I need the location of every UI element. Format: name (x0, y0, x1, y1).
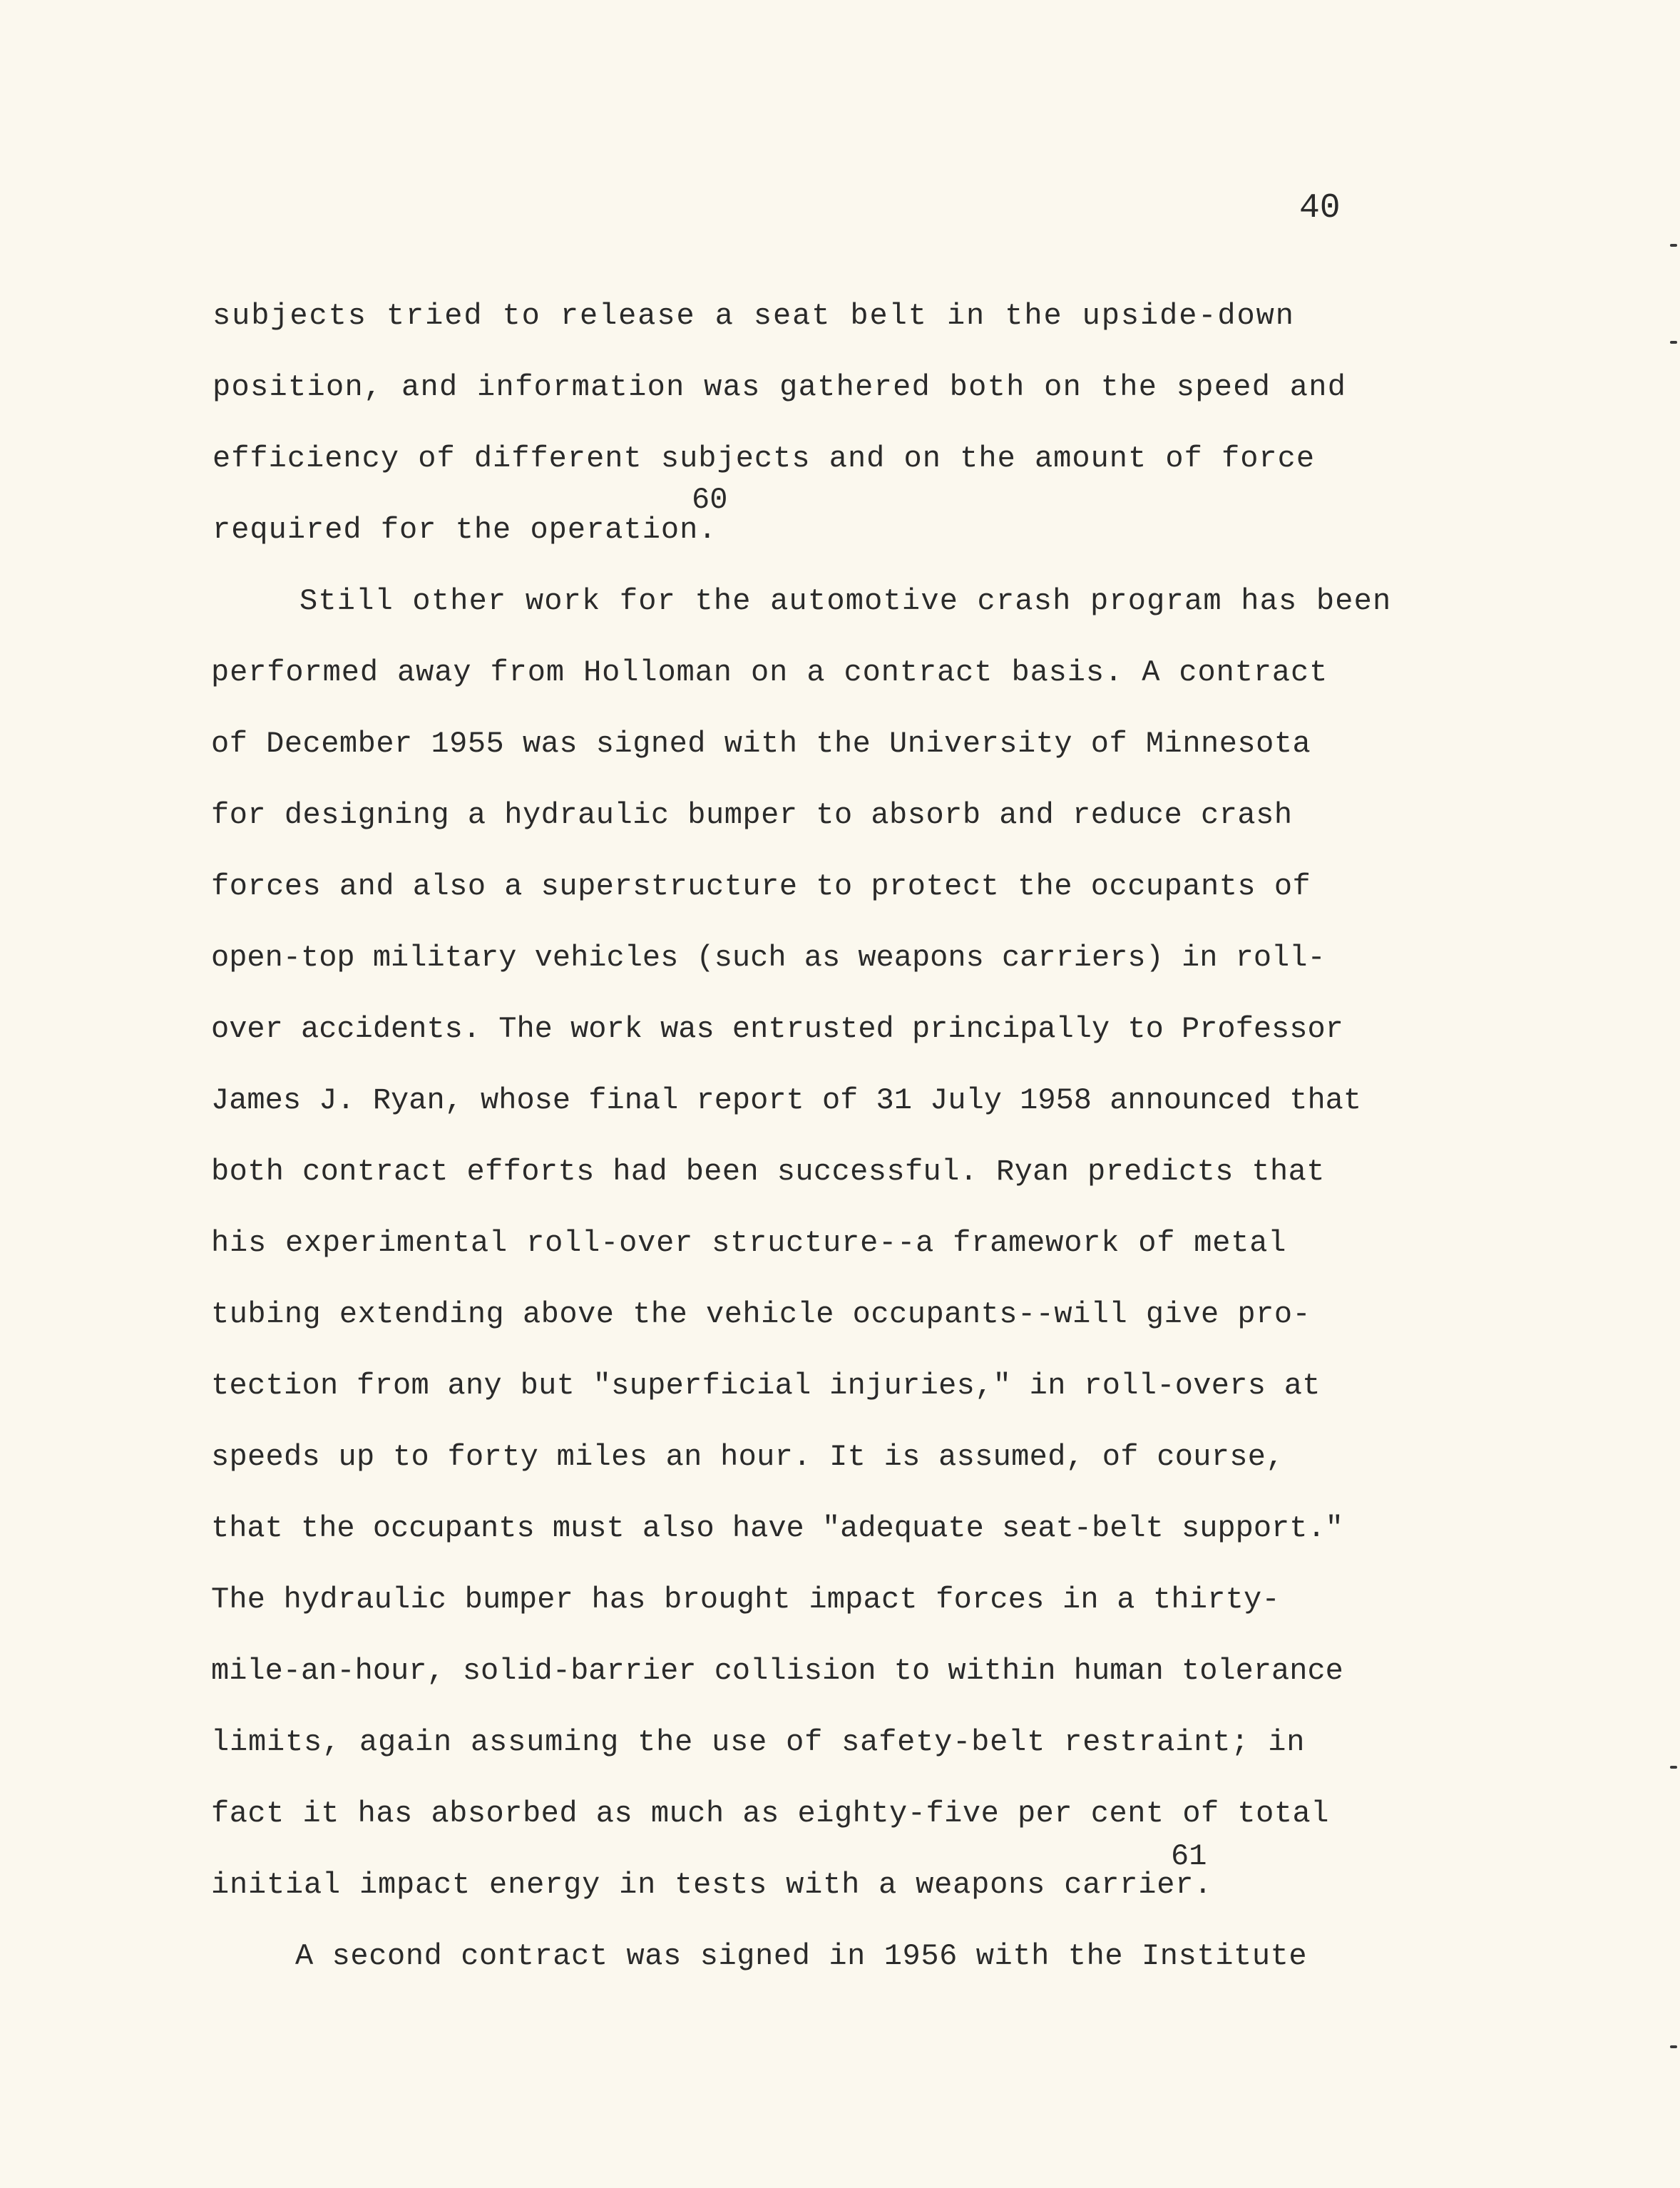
text-line: of December 1955 was signed with the University of Minnesota (211, 727, 1311, 761)
text-line: tubing extending above the vehicle occupants--will give pro- (211, 1297, 1311, 1331)
margin-mark (1670, 2045, 1677, 2048)
footnote-marker: 60 (692, 483, 728, 517)
margin-mark (1670, 244, 1677, 247)
text-line: forces and also a superstructure to protect the occupants of (211, 869, 1311, 904)
text-line: James J. Ryan, whose final report of 31 July 1958 announced that (211, 1083, 1362, 1118)
text-line: The hydraulic bumper has brought impact forces in a thirty- (211, 1583, 1280, 1617)
text-line: position, and information was gathered both on the speed and (212, 370, 1347, 404)
footnote-marker: 61 (1171, 1839, 1207, 1873)
text-line: required for the operation. (212, 513, 717, 547)
text-line: efficiency of different subjects and on the amount of force (212, 441, 1316, 476)
page-number: 40 (1299, 189, 1341, 228)
text-line: speeds up to forty miles an hour. It is assumed, of course, (211, 1440, 1284, 1474)
text-line: subjects tried to release a seat belt in the upside-down (212, 299, 1295, 333)
margin-mark (1670, 1766, 1677, 1769)
text-line: initial impact energy in tests with a weapons carrier. (211, 1868, 1213, 1902)
text-line: A second contract was signed in 1956 with the Institute (295, 1939, 1308, 1973)
text-line: tection from any but "superficial injuries," in roll-overs at (211, 1369, 1321, 1403)
text-line: limits, again assuming the use of safety-belt restraint; in (211, 1725, 1306, 1759)
text-line: over accidents. The work was entrusted principally to Professor (211, 1012, 1343, 1046)
text-line: for designing a hydraulic bumper to absorb and reduce crash (211, 798, 1293, 832)
margin-mark (1670, 341, 1677, 344)
text-line: both contract efforts had been successful. Ryan predicts that (211, 1155, 1325, 1189)
text-line: Still other work for the automotive crash program has been (299, 584, 1392, 618)
text-line: mile-an-hour, solid-barrier collision to within human tolerance (211, 1654, 1343, 1688)
text-line: open-top military vehicles (such as weapons carriers) in roll- (211, 941, 1326, 975)
text-line: his experimental roll-over structure--a framework of metal (211, 1226, 1287, 1260)
text-line: fact it has absorbed as much as eighty-five per cent of total (211, 1796, 1329, 1831)
text-line: performed away from Holloman on a contract basis. A contract (211, 655, 1328, 690)
text-line: that the occupants must also have "adequate seat-belt support." (211, 1511, 1343, 1545)
